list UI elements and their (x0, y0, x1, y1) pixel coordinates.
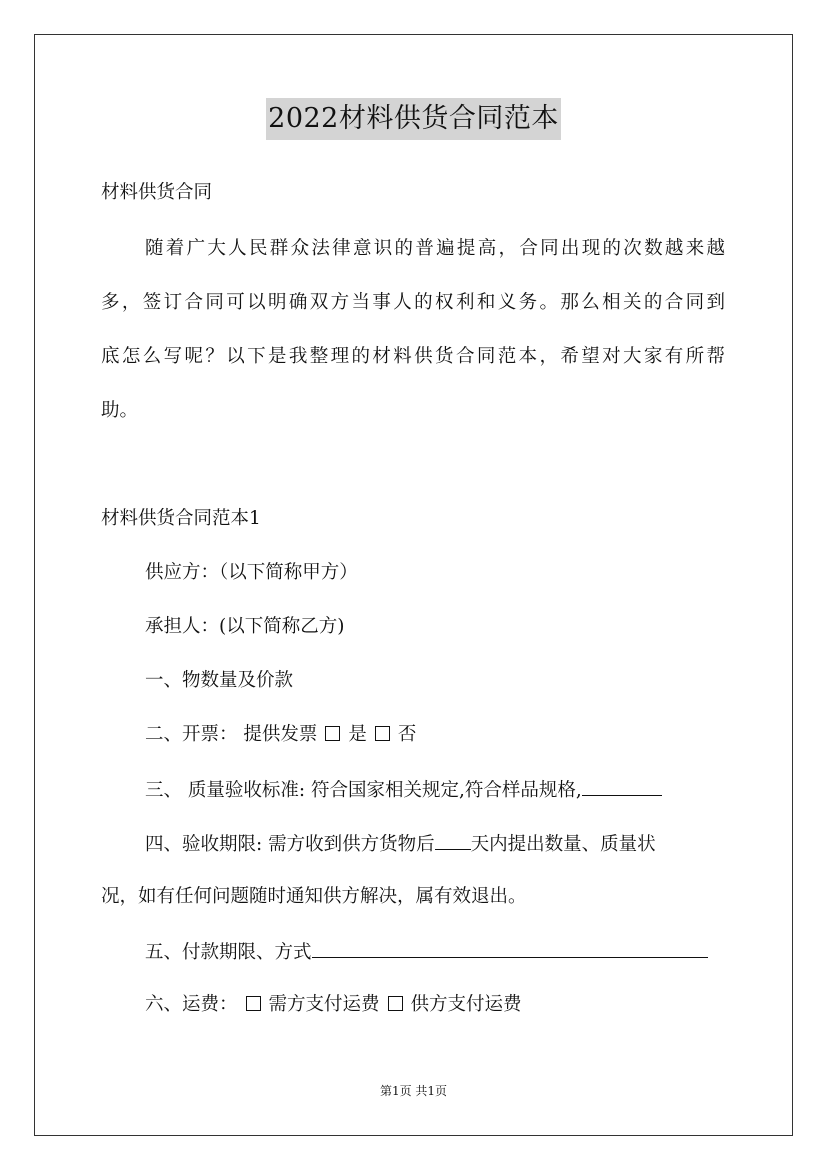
clause-4-text-b: 天内提出数量、质量状 (470, 834, 656, 855)
invoice-yes-label: 是 (348, 724, 367, 745)
document-title: 2022材料供货合同范本 (266, 98, 561, 140)
clause-4-line-1 (145, 831, 656, 857)
clause-5-text: 五、付款期限、方式 (145, 942, 312, 963)
intro-line-1: 随着广大人民群众法律意识的普遍提高，合同出现的次数越来越 (145, 238, 725, 259)
clause-4-line-2: 况，如有任何问题随时通知供方解决，属有效退出。 (101, 886, 527, 907)
invoice-no-label: 否 (397, 724, 417, 745)
blank-underline (582, 777, 662, 796)
checkbox-icon (388, 996, 403, 1011)
clause-2 (145, 723, 416, 747)
payment-blank-underline (312, 939, 708, 958)
clause-4-text-a: 四、验收期限: 需方收到供方货物后 (145, 834, 435, 855)
freight-buyer-label: 需方支付运费 (268, 994, 380, 1015)
intro-line-3: 底怎么写呢？以下是我整理的材料供货合同范本，希望对大家有所帮 (101, 346, 725, 367)
intro-line-2: 多，签订合同可以明确双方当事人的权利和义务。那么相关的合同到 (101, 292, 725, 313)
supplier-line: 供应方：（以下简称甲方） (145, 562, 358, 583)
checkbox-icon (246, 996, 261, 1011)
section-title: 材料供货合同范本1 (101, 508, 261, 529)
page-number: 第1页 共1页 (379, 1084, 448, 1098)
freight-supplier-label: 供方支付运费 (410, 994, 522, 1015)
document-title-wrap (0, 98, 827, 140)
checkbox-icon (325, 726, 340, 741)
clause-6-label: 六、运费： (145, 994, 238, 1015)
days-blank-underline (435, 831, 471, 850)
clause-3-text: 三、 质量验收标准: 符合国家相关规定,符合样品规格, (145, 780, 582, 801)
contract-heading: 材料供货合同 (101, 182, 213, 203)
intro-line-4: 助。 (101, 400, 139, 421)
clause-2-label: 二、开票： 提供发票 (145, 724, 318, 745)
checkbox-icon (375, 726, 390, 741)
undertaker-line: 承担人：(以下简称乙方) (145, 616, 345, 637)
clause-1: 一、物数量及价款 (145, 670, 294, 691)
clause-3 (145, 777, 662, 803)
page-footer (0, 1083, 827, 1099)
clause-5 (145, 939, 708, 965)
clause-6 (145, 993, 522, 1017)
